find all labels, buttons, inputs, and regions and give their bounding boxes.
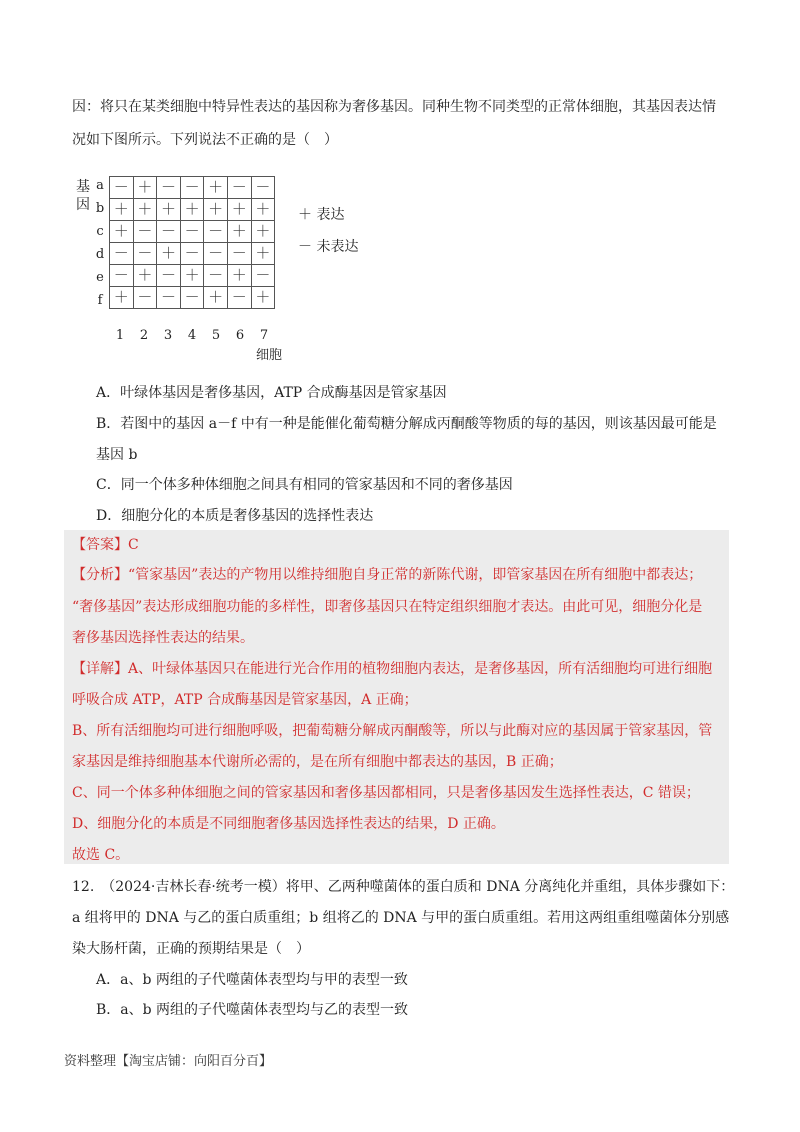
grid-cell: － <box>157 287 181 309</box>
grid-cell: ＋ <box>133 199 157 221</box>
analysis-line-2: “奢侈基因”表达形成细胞功能的多样性，即奢侈基因只在特定组织细胞才表达。由此可见，细胞分化是 <box>72 599 703 615</box>
col-label-7: 7 <box>259 328 269 343</box>
grid-cell: ＋ <box>251 243 275 265</box>
option-a: A．叶绿体基因是奢侈基因，ATP 合成酶基因是管家基因 <box>96 385 447 401</box>
grid-cell: ＋ <box>180 265 204 287</box>
q12-option-a: A．a、b 两组的子代噬菌体表型均与甲的表型一致 <box>96 972 408 988</box>
grid-row <box>110 287 275 309</box>
row-label-b: b <box>95 201 105 216</box>
grid-cell: ＋ <box>204 287 228 309</box>
grid-cell: － <box>251 265 275 287</box>
detail-line-5: C、同一个体多种体细胞之间的管家基因和奢侈基因都相同，只是奢侈基因发生选择性表达，C 错误； <box>72 785 700 801</box>
grid-cell: ＋ <box>110 287 134 309</box>
expression-grid <box>109 176 275 309</box>
analysis-line-3: 奢侈基因选择性表达的结果。 <box>72 630 254 646</box>
grid-cell: － <box>110 177 134 199</box>
grid-cell: ＋ <box>133 177 157 199</box>
col-label-3: 3 <box>163 328 173 343</box>
detail-line-1: 【详解】A、叶绿体基因只在能进行光合作用的植物细胞内表达，是奢侈基因，所有活细胞均可进行细胞 <box>72 661 713 677</box>
grid-cell: ＋ <box>227 221 251 243</box>
grid-cell: － <box>180 221 204 243</box>
detail-line-3: B、所有活细胞均可进行细胞呼吸，把葡萄糖分解成丙酮酸等，所以与此酶对应的基因属于管家基因，管 <box>72 723 713 739</box>
question-text-line-2: 况如下图所示。下列说法不正确的是（ ） <box>72 132 338 148</box>
grid-cell: － <box>133 221 157 243</box>
option-b-line-1: B．若图中的基因 a－f 中有一种是能催化葡萄糖分解成丙酮酸等物质的每的基因，则该基因最可能是 <box>96 416 717 432</box>
grid-cell: － <box>180 287 204 309</box>
grid-cell: － <box>110 243 134 265</box>
detail-line-7: 故选 C。 <box>72 847 130 863</box>
col-label-6: 6 <box>235 328 245 343</box>
grid-cell: ＋ <box>133 265 157 287</box>
row-label-f: f <box>97 293 103 308</box>
grid-cell: ＋ <box>251 287 275 309</box>
grid-cell: ＋ <box>157 199 181 221</box>
grid-cell: ＋ <box>180 199 204 221</box>
grid-cell: － <box>251 177 275 199</box>
grid-row <box>110 265 275 287</box>
grid-cell: － <box>157 177 181 199</box>
gene-expression-figure <box>64 176 374 362</box>
col-label-4: 4 <box>187 328 197 343</box>
option-d: D．细胞分化的本质是奢侈基因的选择性表达 <box>96 508 374 524</box>
grid-row <box>110 177 275 199</box>
grid-cell: － <box>133 287 157 309</box>
grid-cell: － <box>227 287 251 309</box>
footer-source: 资料整理【淘宝店铺：向阳百分百】 <box>64 1054 273 1069</box>
grid-cell: － <box>110 265 134 287</box>
grid-cell: ＋ <box>227 199 251 221</box>
row-label-e: e <box>96 270 104 285</box>
grid-row <box>110 199 275 221</box>
grid-cell: ＋ <box>204 177 228 199</box>
grid-cell: － <box>157 265 181 287</box>
cell-axis-label: 细胞 <box>256 348 283 363</box>
row-label-a: a <box>96 178 104 193</box>
q12-line-2: a 组将甲的 DNA 与乙的蛋白质重组；b 组将乙的 DNA 与甲的蛋白质重组。若用这两组重组噬菌体分别感 <box>72 910 730 926</box>
option-b-line-2: 基因 b <box>96 447 138 463</box>
detail-line-4: 家基因是维持细胞基本代谢所必需的，是在所有细胞中都表达的基因，B 正确； <box>72 754 563 770</box>
grid-cell: － <box>204 243 228 265</box>
q12-line-1: 12. （2024·吉林长春·统考一模）将甲、乙两种噬菌体的蛋白质和 DNA 分离纯化并重组，具体步骤如下： <box>72 879 735 895</box>
row-label-d: d <box>95 247 105 262</box>
option-c: C．同一个体多种体细胞之间具有相同的管家基因和不同的奢侈基因 <box>96 477 513 493</box>
grid-cell: － <box>204 265 228 287</box>
grid-cell: － <box>157 221 181 243</box>
question-text-line-1: 因：将只在某类细胞中特异性表达的基因称为奢侈基因。同种生物不同类型的正常体细胞，其基因表达情 <box>72 99 716 115</box>
grid-cell: ＋ <box>204 199 228 221</box>
grid-cell: ＋ <box>227 265 251 287</box>
grid-row <box>110 221 275 243</box>
legend-not-expressed: － 未表达 <box>298 239 359 255</box>
grid-row <box>110 243 275 265</box>
legend-expressed: ＋ 表达 <box>298 207 345 223</box>
col-label-5: 5 <box>211 328 221 343</box>
col-label-2: 2 <box>139 328 149 343</box>
grid-cell: ＋ <box>251 199 275 221</box>
q12-option-b: B．a、b 两组的子代噬菌体表型均与乙的表型一致 <box>96 1002 409 1018</box>
grid-cell: ＋ <box>157 243 181 265</box>
grid-cell: － <box>180 243 204 265</box>
detail-line-2: 呼吸合成 ATP，ATP 合成酶基因是管家基因，A 正确； <box>72 692 418 708</box>
grid-cell: － <box>204 221 228 243</box>
col-label-1: 1 <box>115 328 125 343</box>
grid-cell: ＋ <box>110 199 134 221</box>
q12-line-3: 染大肠杆菌，正确的预期结果是（ ） <box>72 941 310 957</box>
grid-cell: － <box>180 177 204 199</box>
grid-cell: ＋ <box>110 221 134 243</box>
grid-cell: ＋ <box>251 221 275 243</box>
analysis-line-1: 【分析】“管家基因”表达的产物用以维持细胞自身正常的新陈代谢，即管家基因在所有细胞中都表达； <box>72 567 703 583</box>
grid-cell: － <box>227 243 251 265</box>
detail-line-6: D、细胞分化的本质是不同细胞奢侈基因选择性表达的结果，D 正确。 <box>72 816 505 832</box>
grid-cell: － <box>227 177 251 199</box>
row-label-c: c <box>96 224 104 239</box>
gene-axis-label: 基因 <box>76 179 90 213</box>
grid-cell: － <box>133 243 157 265</box>
answer-label: 【答案】C <box>72 537 139 553</box>
